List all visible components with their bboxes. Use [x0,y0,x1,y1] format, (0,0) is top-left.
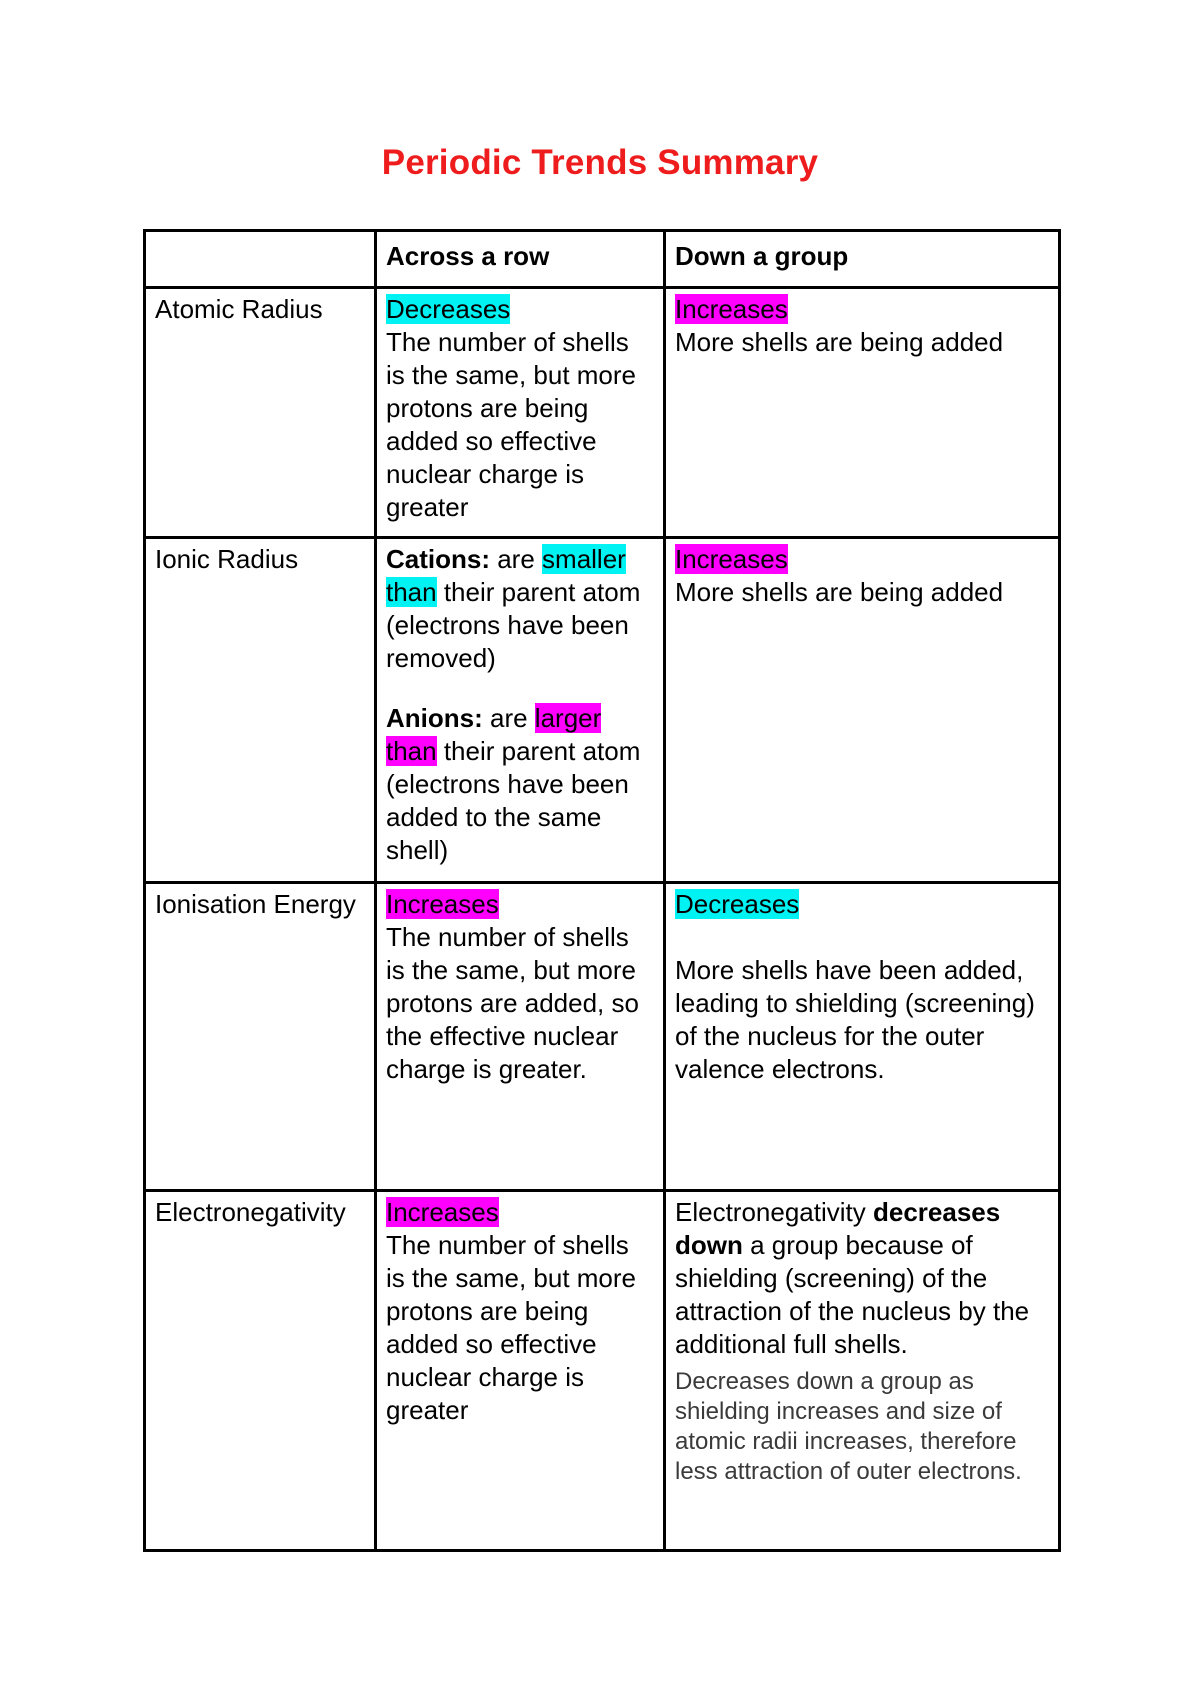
electronegativity-down-cell [665,1191,1060,1551]
header-down-a-group: Down a group [665,231,1060,288]
ionisation-energy-down-explanation: More shells have been added, leading to shielding (screening) of the nucleus for the outer valence electrons. [675,955,1035,1084]
electronegativity-across-explanation: The number of shells is the same, but more protons are being added so effective nuclear charge is greater [386,1230,636,1425]
trend-badge-decreases: Decreases [386,294,511,324]
cations-explanation: their parent atom (electrons have been removed) [386,577,641,673]
trend-badge-increases: Increases [675,544,788,574]
trend-badge-increases: Increases [386,1197,499,1227]
table-row-ionisation-energy [145,883,1060,1191]
header-across-a-row: Across a row [376,231,665,288]
ionisation-energy-across-explanation: The number of shells is the same, but more protons are added, so the effective nuclear charge is greater. [386,922,639,1084]
page-title: Periodic Trends Summary [381,143,819,182]
electronegativity-across-cell [376,1191,665,1551]
electronegativity-down-explanation [675,1197,1029,1359]
anions-comparison: larger than [386,703,602,766]
cations-pre: are [490,544,543,574]
property-electronegativity: Electronegativity [145,1191,376,1551]
anions-paragraph [386,703,640,865]
ionic-radius-down-explanation: More shells are being added [675,577,1004,607]
atomic-radius-down-cell [665,288,1060,538]
trend-badge-decreases: Decreases [675,889,800,919]
ionisation-energy-across-cell [376,883,665,1191]
anions-label: Anions: [386,703,483,733]
cations-paragraph [386,544,640,673]
cations-label: Cations: [386,544,490,574]
table-row-electronegativity [145,1191,1060,1551]
ionic-radius-across-cell [376,538,665,883]
ionisation-energy-down-cell [665,883,1060,1191]
trend-badge-increases: Increases [386,889,499,919]
atomic-radius-across-cell [376,288,665,538]
property-atomic-radius: Atomic Radius [145,288,376,538]
trend-badge-increases: Increases [675,294,788,324]
table-row-atomic-radius [145,288,1060,538]
property-ionisation-energy: Ionisation Energy [145,883,376,1191]
electronegativity-down-emphasis: decreases down [675,1197,1001,1260]
cations-comparison: smaller than [386,544,626,607]
electronegativity-down-note: Decreases down a group as shielding increases and size of atomic radii increases, therefore less attraction of outer electrons. [675,1368,1022,1485]
table-row-ionic-radius [145,538,1060,883]
property-ionic-radius: Ionic Radius [145,538,376,883]
anions-explanation: their parent atom (electrons have been added to the same shell) [386,736,641,865]
header-cell-empty [145,231,376,288]
periodic-trends-table [143,229,1061,1552]
atomic-radius-down-explanation: More shells are being added [675,327,1004,357]
electronegativity-down-post: a group because of shielding (screening) of the attraction of the nucleus by the additional full shells. [675,1230,1030,1359]
electronegativity-down-pre: Electronegativity [675,1197,873,1227]
anions-pre: are [482,703,535,733]
table-header-row [145,231,1060,288]
atomic-radius-across-explanation: The number of shells is the same, but more protons are being added so effective nuclear charge is greater [386,327,636,522]
ionic-radius-down-cell [665,538,1060,883]
